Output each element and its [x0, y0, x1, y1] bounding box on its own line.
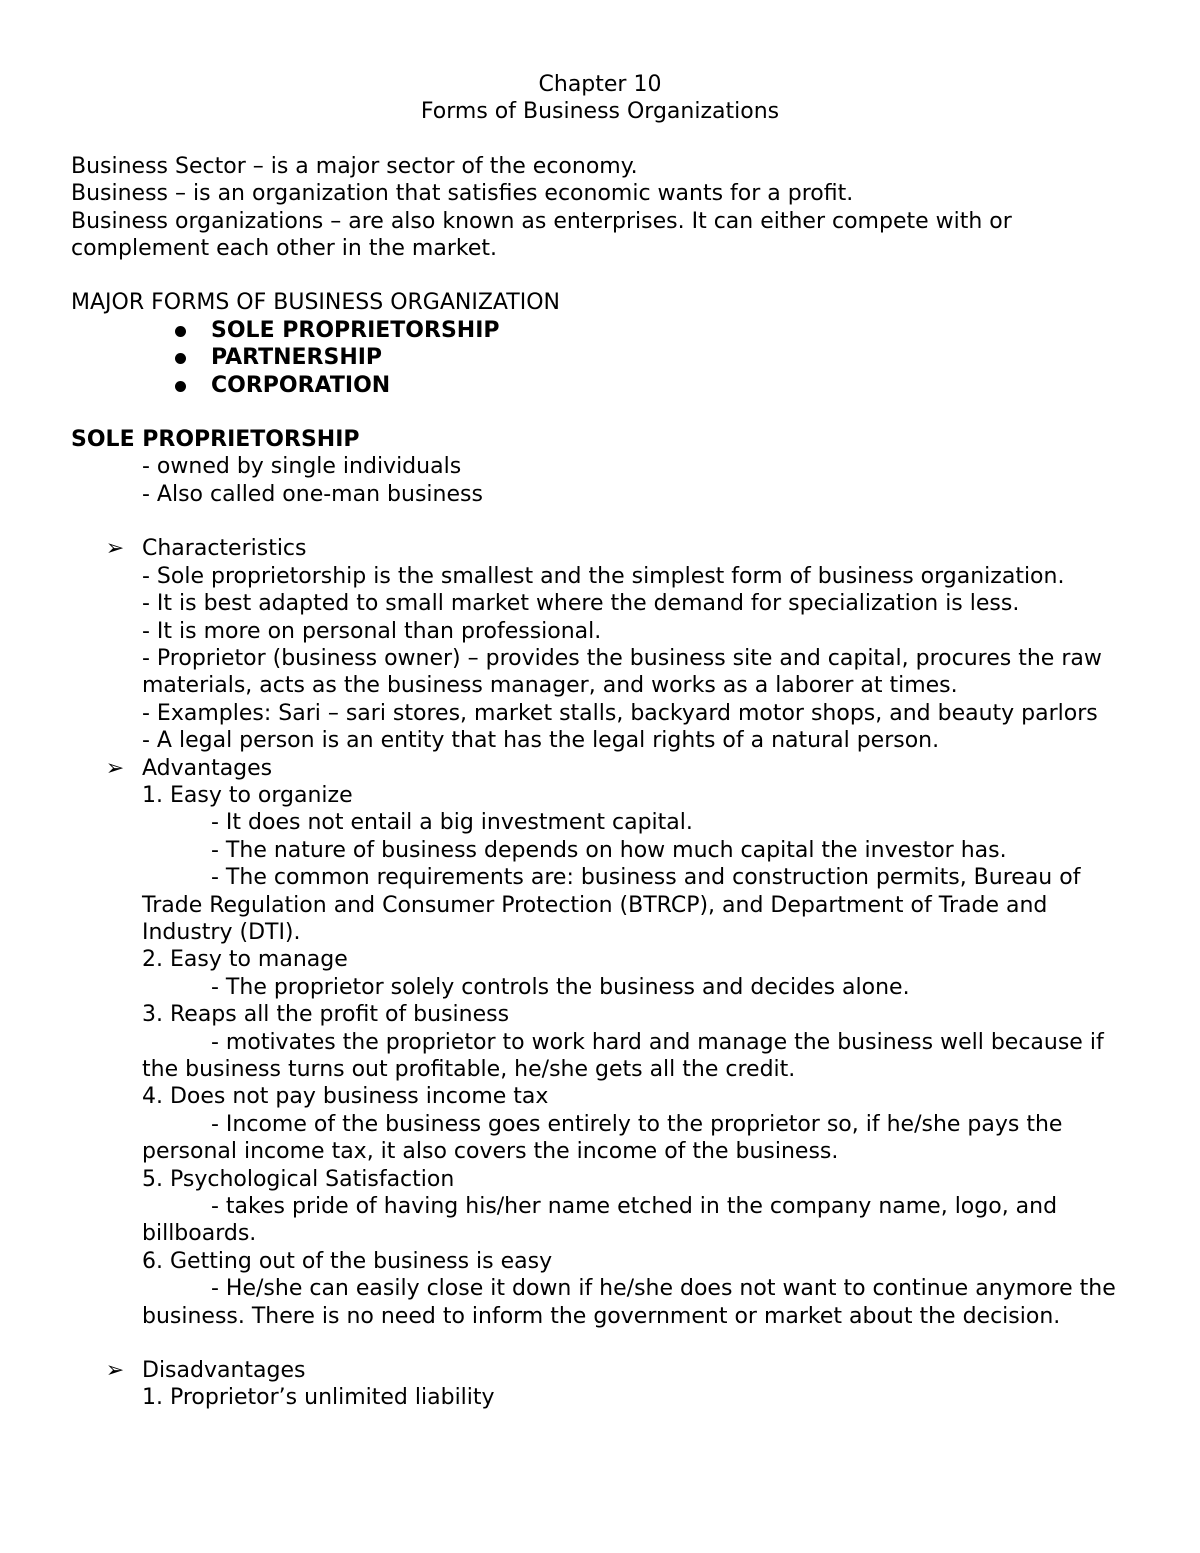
advantage-detail: - Income of the business goes entirely to the proprietor so, if he/she pays the personal income tax, it also covers the income of the business. [142, 1111, 1063, 1165]
disadvantages-label: Disadvantages [142, 1358, 306, 1384]
sole-note: - Also called one-man business [142, 481, 483, 507]
advantage-detail: - motivates the proprietor to work hard and manage the business well because if the business turns out profitable, he/she gets all the credit. [142, 1029, 1104, 1082]
arrow-bullet-icon: ➢ [105, 536, 125, 562]
major-form-item: CORPORATION [171, 372, 1140, 399]
advantage-title: 1. Easy to organize [142, 782, 353, 808]
disadvantage-item: 1. Proprietor’s unlimited liability [142, 1385, 495, 1411]
major-forms-heading: MAJOR FORMS OF BUSINESS ORGANIZATION [71, 290, 560, 316]
characteristic-item: - It is more on personal than professional. [142, 618, 602, 644]
sole-proprietorship-title: SOLE PROPRIETORSHIP [71, 427, 360, 453]
advantage-detail: - The nature of business depends on how much capital the investor has. [211, 837, 1007, 863]
major-form-item: PARTNERSHIP [171, 344, 1140, 371]
advantage-title: 2. Easy to manage [142, 947, 348, 973]
sole-note: - owned by single individuals [142, 454, 462, 480]
advantage-detail: - The proprietor solely controls the business and decides alone. [211, 974, 910, 1000]
characteristic-item: - It is best adapted to small market where the demand for specialization is less. [142, 591, 1020, 617]
definition-business: Business – is an organization that satisfies economic wants for a profit. [71, 181, 854, 207]
definition-business-sector: Business Sector – is a major sector of the economy. [71, 153, 638, 179]
major-form-item: SOLE PROPRIETORSHIP [171, 317, 1140, 344]
advantage-title: 6. Getting out of the business is easy [142, 1248, 553, 1274]
arrow-bullet-icon: ➢ [105, 1358, 125, 1384]
chapter-number: Chapter 10 [538, 72, 662, 97]
characteristic-item: - Sole proprietorship is the smallest and the simplest form of business organization. [142, 563, 1065, 589]
advantages-label: Advantages [142, 755, 273, 781]
advantage-title: 3. Reaps all the profit of business [142, 1002, 510, 1028]
advantage-detail: - He/she can easily close it down if he/she does not want to continue anymore the business. There is no need to inform the government or market about the decision. [142, 1276, 1116, 1329]
characteristics-heading [71, 535, 1140, 562]
advantage-detail: - It does not entail a big investment capital. [211, 810, 693, 836]
disadvantages-heading [71, 1357, 1140, 1384]
definition-business-organizations: Business organizations – are also known as enterprises. It can either compete with or complement each other in the market. [71, 208, 1012, 262]
arrow-bullet-icon: ➢ [105, 755, 125, 781]
characteristics-label: Characteristics [142, 536, 307, 562]
advantage-title: 4. Does not pay business income tax [142, 1084, 549, 1110]
advantage-title: 5. Psychological Satisfaction [142, 1166, 455, 1192]
advantages-heading [71, 755, 1140, 782]
chapter-title: Forms of Business Organizations [420, 99, 780, 125]
characteristic-item: - Examples: Sari – sari stores, market stalls, backyard motor shops, and beauty parlors [142, 700, 1098, 726]
characteristic-item: - A legal person is an entity that has the legal rights of a natural person. [142, 728, 940, 754]
advantage-detail: - The common requirements are: business and construction permits, Bureau of Trade Regulation and Consumer Protection (BTRCP), and Department of Trade and Industry (DTI). [142, 865, 1081, 945]
characteristic-item: - Proprietor (business owner) – provides the business site and capital, procures the raw materials, acts as the business manager, and works as a laborer at times. [142, 645, 1102, 699]
advantage-detail: - takes pride of having his/her name etched in the company name, logo, and billboards. [142, 1194, 1058, 1247]
major-forms-list [71, 317, 1140, 399]
